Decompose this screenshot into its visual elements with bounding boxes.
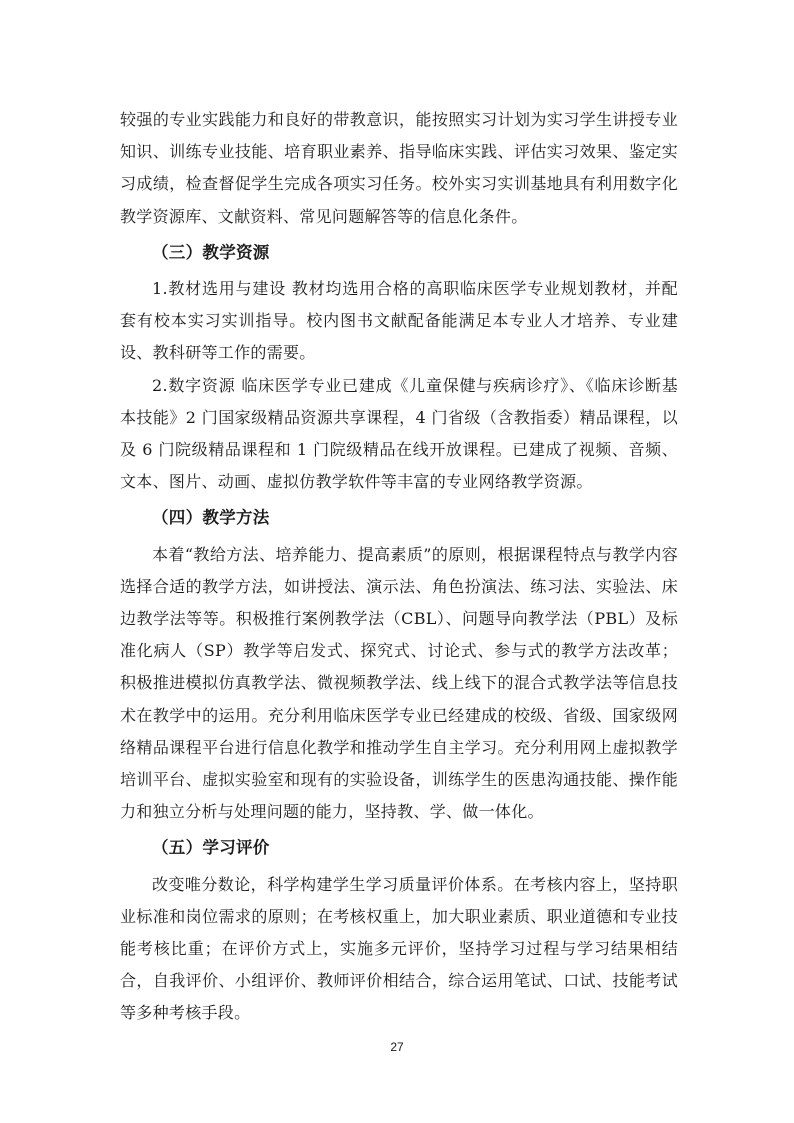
section-heading-learning-evaluation: （五）学习评价 (152, 838, 270, 858)
page-number: 27 (390, 1040, 404, 1054)
section-heading-teaching-methods: （四）教学方法 (152, 508, 270, 528)
section-heading-teaching-resources: （三）教学资源 (152, 242, 270, 262)
continuation-paragraph: 较强的专业实践能力和良好的带教意识，能按照实习计划为实习学生讲授专业知识、训练专业技能、培育职业素养、指导临床实践、评估实习效果、鉴定实习成绩，检查督促学生完成各项实习任务。校外实习实训基地具有利用数字化教学资源库、文献资料、常见问题解答等的信息化条件。 (120, 110, 678, 226)
paragraph-textbooks: 1.教材选用与建设 教材均选用合格的高职临床医学专业规划教材，并配套有校本实习实训指导。校内图书文献配备能满足本专业人才培养、专业建设、教科研等工作的需要。 (120, 279, 678, 363)
page-content (120, 104, 678, 1030)
paragraph-digital-resources: 2.数字资源 临床医学专业已建成《儿童保健与疾病诊疗》、《临床诊断基本技能》2 门国家级精品资源共享课程，4 门省级（含教指委）精品课程，以及 6 门院级精品课程和 1 门院级精品在线开放课程。已建成了视频、音频、文本、图片、动画、虚拟仿教学软件等丰富的专业网络教学资源。 (120, 375, 678, 492)
paragraph-learning-evaluation: 改变唯分数论，科学构建学生学习质量评价体系。在考核内容上，坚持职业标准和岗位需求的原则；在考核权重上，加大职业素质、职业道德和专业技能考核比重；在评价方式上，实施多元评价，坚持学习过程与学习结果相结合，自我评价、小组评价、教师评价相结合，综合运用笔试、口试、技能考试等多种考核手段。 (120, 874, 678, 1023)
paragraph-teaching-methods: 本着“教给方法、培养能力、提高素质”的原则，根据课程特点与教学内容选择合适的教学方法，如讲授法、演示法、角色扮演法、练习法、实验法、床边教学法等等。积极推行案例教学法（CBL）、问题导向教学法（PBL）及标准化病人（SP）教学等启发式、探究式、讨论式、参与式的教学方法改革；积极推进模拟仿真教学法、微视频教学法、线上线下的混合式教学法等信息技术在教学中的运用。充分利用临床医学专业已经建成的校级、省级、国家级网络精品课程平台进行信息化教学和推动学生自主学习。充分利用网上虚拟教学培训平台、虚拟实验室和现有的实验设备，训练学生的医患沟通技能、操作能力和独立分析与处理问题的能力，坚持教、学、做一体化。 (120, 544, 678, 822)
